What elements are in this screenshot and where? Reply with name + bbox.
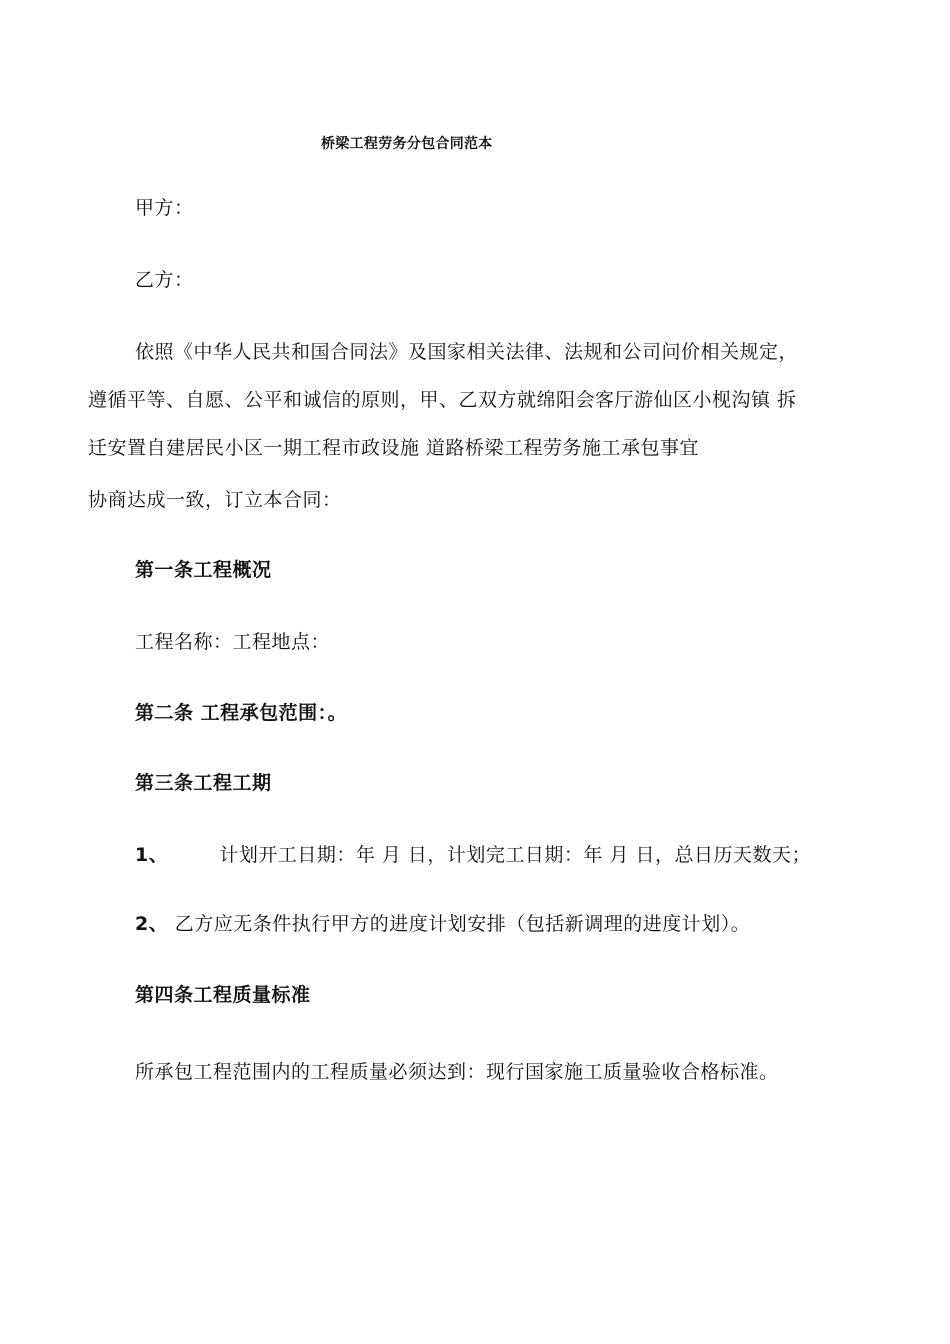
preamble-line-3: 迁安置自建居民小区一期工程市政设施 道路桥梁工程劳务施工承包事宜: [88, 437, 700, 459]
article-1-heading: 第一条工程概况: [135, 559, 272, 581]
preamble-line-4: 协商达成一致，订立本合同：: [88, 489, 342, 511]
party-b-label: 乙方：: [135, 269, 194, 291]
article-2-heading: 第二条 工程承包范围：。: [135, 702, 348, 724]
item-2-text: 乙方应无条件执行甲方的进度计划安排（包括新调理的进度计划）。: [174, 913, 751, 935]
article-4-heading: 第四条工程质量标准: [135, 984, 311, 1006]
party-a-label: 甲方：: [135, 197, 194, 219]
document-title: 桥梁工程劳务分包合同范本: [321, 136, 493, 152]
item-1-number: 1、: [135, 844, 169, 866]
item-2-number: 2、: [135, 913, 169, 935]
article-3-item-1: [135, 843, 811, 867]
article-3-item-2: [135, 912, 750, 936]
preamble-line-1: 依照《中华人民共和国合同法》及国家相关法律、法规和公司问价相关规定，: [135, 341, 799, 363]
article-4-body: 所承包工程范围内的工程质量必须达到：现行国家施工质量验收合格标准。: [135, 1061, 779, 1083]
item-1-text: 计划开工日期：年 月 日，计划完工日期：年 月 日，总日历天数天；: [219, 844, 811, 866]
article-3-heading: 第三条工程工期: [135, 772, 272, 794]
article-1-body: 工程名称：工程地点：: [135, 631, 331, 653]
preamble-line-2: 遵循平等、自愿、公平和诚信的原则，甲、乙双方就绵阳会客厅游仙区小枧沟镇 拆: [88, 389, 797, 411]
